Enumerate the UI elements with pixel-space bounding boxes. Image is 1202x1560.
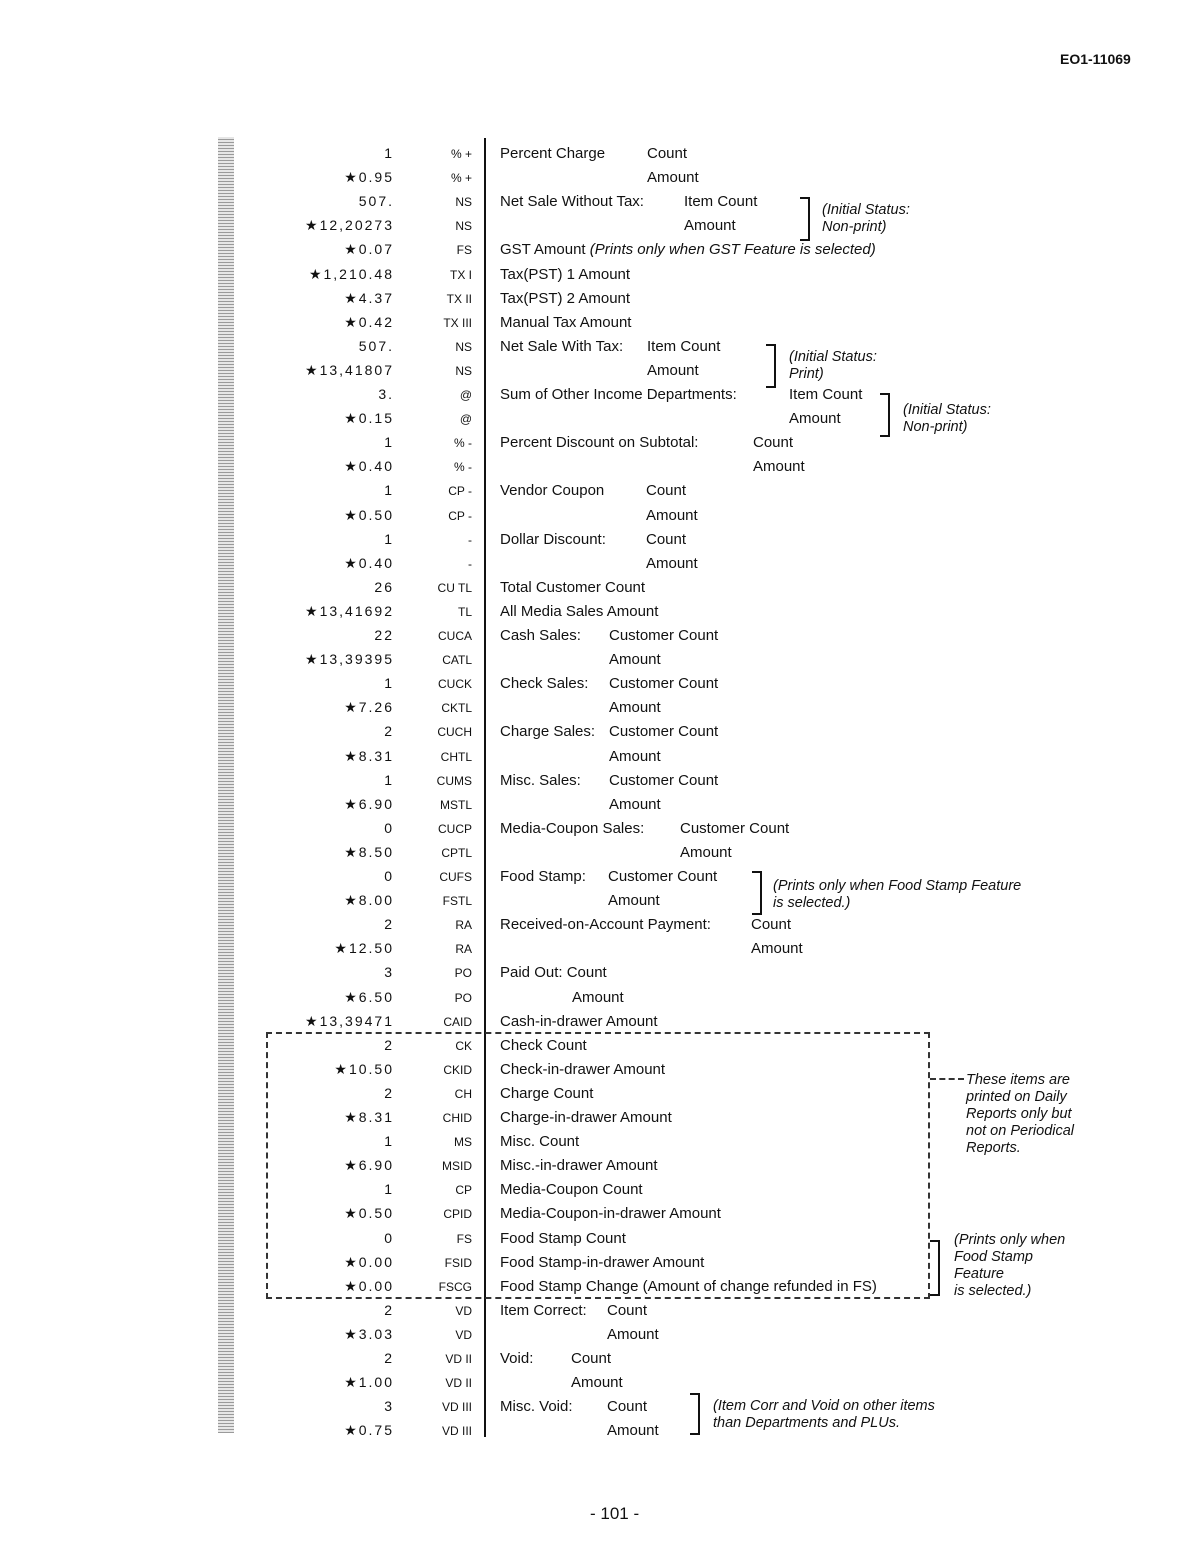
note-line: (Item Corr and Void on other items [713, 1398, 935, 1414]
row-value: 3. [378, 386, 394, 402]
report-row [0, 190, 1202, 214]
row-code: VD [455, 1303, 472, 1318]
row-subfield: Count [751, 916, 792, 934]
report-row [0, 311, 1202, 335]
row-subfield: Item Count [789, 386, 863, 403]
row-code: RA [455, 942, 472, 957]
row-description-text: Net Sale With Tax: [500, 337, 624, 355]
row-value: ★8.00 [344, 892, 394, 909]
row-description [500, 603, 658, 620]
row-value: ★13,41807 [305, 361, 394, 378]
row-description-text: Total Customer Count [500, 578, 646, 596]
note-line: Reports. [966, 1140, 1021, 1156]
report-row [0, 455, 1202, 479]
row-code: CH [454, 1086, 472, 1101]
row-description [500, 1181, 643, 1198]
row-value: 507. [358, 193, 394, 210]
report-row [0, 1202, 1202, 1226]
report-row [0, 166, 1202, 190]
report-row [0, 624, 1202, 648]
row-value: ★6.90 [344, 1157, 394, 1174]
row-description-text: Vendor Coupon [500, 482, 605, 500]
row-description [500, 868, 586, 885]
row-description [500, 1157, 658, 1174]
row-subfield: Amount [647, 361, 699, 379]
report-row [0, 359, 1202, 383]
report-row [0, 431, 1202, 455]
row-code: @ [459, 412, 472, 427]
note-line: (Initial Status: [822, 202, 910, 218]
row-description-text: Check-in-drawer Amount [500, 1060, 666, 1078]
row-value: ★8.31 [344, 1109, 394, 1125]
row-description [500, 1061, 665, 1078]
row-description-text: Manual Tax Amount [500, 313, 632, 331]
row-description-text: Food Stamp Count [500, 1229, 626, 1247]
row-code: RA [455, 918, 472, 933]
row-description-text: All Media Sales Amount [500, 602, 659, 620]
report-row [0, 1347, 1202, 1371]
row-description [500, 531, 606, 548]
row-value: 1 [384, 530, 394, 547]
note-line: printed on Daily [966, 1089, 1067, 1105]
row-value: ★0.42 [344, 313, 394, 330]
report-row [0, 1299, 1202, 1323]
row-code: VD III [441, 1400, 472, 1415]
row-description-text: Percent Charge [500, 145, 606, 162]
row-value: 1 [384, 675, 394, 692]
row-value: 1 [384, 434, 394, 451]
row-value: 2 [384, 916, 394, 933]
row-description-text: Charge Sales: [500, 723, 596, 741]
row-subfield: Customer Count [608, 868, 718, 885]
report-row [0, 1010, 1202, 1034]
note-line: (Initial Status: [903, 402, 991, 418]
note-line: Feature [954, 1266, 1004, 1282]
row-description [500, 314, 631, 331]
row-description-text: Misc. Sales: [500, 771, 581, 789]
row-description [500, 338, 623, 355]
note-line: Food Stamp [954, 1249, 1033, 1265]
row-subfield: Amount [609, 699, 661, 717]
row-value: 3 [384, 964, 394, 981]
report-row [0, 1154, 1202, 1178]
report-row [0, 937, 1202, 961]
row-description [500, 1133, 579, 1150]
bracket-food-stamp-sales [752, 871, 762, 915]
row-subfield: Amount [684, 217, 736, 235]
row-description [500, 434, 698, 451]
row-value: 1 [384, 771, 394, 788]
row-description-text: Misc.-in-drawer Amount [500, 1157, 658, 1175]
row-value: 2 [384, 1084, 394, 1101]
row-description-text: Media-Coupon Count [500, 1181, 643, 1199]
row-subfield: Amount [572, 988, 624, 1006]
row-value: ★7.26 [344, 699, 394, 716]
row-subfield: Amount [607, 1325, 659, 1343]
report-row [0, 696, 1202, 720]
row-code: FSTL [442, 894, 472, 909]
report-row [0, 648, 1202, 672]
row-code: CUCK [437, 677, 472, 692]
row-subfield: Amount [753, 458, 805, 476]
row-code: VD II [445, 1376, 472, 1391]
row-subfield: Amount [646, 554, 698, 572]
row-code: CP - [448, 484, 472, 499]
row-subfield: Amount [789, 410, 841, 428]
row-description [500, 1254, 704, 1271]
row-value: 26 [374, 578, 394, 595]
row-value: 3 [384, 1398, 394, 1415]
bracket-misc-void [690, 1393, 700, 1435]
row-value: 22 [374, 627, 394, 643]
row-description-text: Item Correct: [500, 1301, 587, 1319]
note-line: than Departments and PLUs. [713, 1415, 900, 1431]
row-value: 0 [384, 868, 394, 884]
row-description [500, 1085, 593, 1102]
row-value: ★12,20273 [305, 217, 394, 234]
row-description-text: Cash-in-drawer Amount [500, 1012, 658, 1030]
page-number: - 101 - [590, 1504, 640, 1523]
row-code: CUFS [439, 870, 472, 884]
row-value: ★10.50 [334, 1060, 394, 1077]
row-value: ★0.40 [344, 554, 394, 571]
bracket-net-sale-without-tax [800, 197, 810, 241]
row-subfield: Amount [608, 892, 660, 910]
row-description [500, 1109, 672, 1126]
row-value: ★8.50 [344, 843, 394, 860]
row-description-text: Food Stamp: [500, 868, 586, 885]
row-description-note: (Prints only when GST Feature is selected) [589, 241, 876, 259]
row-code: CATL [442, 653, 472, 668]
row-value: ★1.00 [344, 1374, 394, 1391]
row-subfield: Amount [680, 843, 732, 861]
row-code: TX I [449, 267, 472, 282]
row-value: ★1,210.48 [308, 265, 394, 282]
report-row [0, 1419, 1202, 1443]
report-row [0, 961, 1202, 985]
row-code: FS [456, 1231, 472, 1246]
row-subfield: Amount [609, 795, 661, 813]
note-daily-reports [966, 1072, 1074, 1157]
note-food-stamp-sales [773, 878, 1021, 912]
report-row [0, 1395, 1202, 1419]
row-subfield: Amount [609, 747, 661, 765]
row-code: TX III [443, 315, 472, 330]
row-subfield: Amount [607, 1422, 659, 1440]
row-description [500, 1350, 533, 1367]
row-subfield: Customer Count [609, 771, 719, 789]
row-code: - [468, 556, 472, 571]
report-row [0, 1034, 1202, 1058]
note-line: Reports only but [966, 1106, 1072, 1122]
report-row [0, 576, 1202, 600]
row-description-text: Misc. Void: [500, 1398, 573, 1416]
row-value: 1 [384, 1133, 394, 1150]
report-row [0, 745, 1202, 769]
report-row [0, 383, 1202, 407]
row-subfield: Item Count [647, 337, 721, 355]
report-row [0, 1323, 1202, 1347]
row-value: ★0.50 [344, 506, 394, 523]
row-code: NS [455, 339, 472, 354]
report-row [0, 986, 1202, 1010]
note-other-income [903, 402, 991, 436]
row-value: ★0.00 [344, 1277, 394, 1294]
row-code: % + [450, 147, 472, 161]
row-code: @ [459, 388, 472, 402]
report-row [0, 720, 1202, 744]
report-row [0, 913, 1202, 937]
row-subfield: Amount [646, 506, 698, 524]
row-code: CPTL [441, 845, 472, 860]
row-code: CKTL [441, 701, 472, 716]
row-value: ★4.37 [344, 289, 394, 306]
report-row [0, 528, 1202, 552]
row-value: 1 [384, 1181, 394, 1198]
row-code: NS [455, 363, 472, 378]
bracket-food-stamp-drawer [930, 1240, 940, 1296]
row-description [500, 723, 595, 740]
row-value: ★6.50 [344, 988, 394, 1005]
row-description-text: Media-Coupon-in-drawer Amount [500, 1205, 721, 1223]
row-value: ★8.31 [344, 747, 394, 764]
report-row [0, 865, 1202, 889]
note-line: not on Periodical [966, 1123, 1075, 1139]
row-description-text: Net Sale Without Tax: [500, 193, 644, 211]
report-row [0, 552, 1202, 576]
bracket-other-income [880, 393, 890, 437]
row-value: 2 [384, 1301, 394, 1318]
row-value: 1 [384, 145, 394, 161]
report-row [0, 504, 1202, 528]
row-subfield: Customer Count [609, 627, 719, 644]
row-code: VD [455, 1327, 472, 1342]
row-subfield: Count [647, 145, 688, 162]
row-description [500, 627, 581, 644]
row-value: ★0.15 [344, 410, 394, 427]
row-subfield: Customer Count [609, 723, 719, 741]
note-line: (Initial Status: [789, 349, 877, 365]
row-description [500, 1013, 658, 1030]
report-row [0, 817, 1202, 841]
note-line: (Prints only when [954, 1232, 1066, 1248]
row-subfield: Count [607, 1301, 648, 1319]
row-subfield: Count [646, 482, 687, 500]
row-code: MSID [442, 1159, 472, 1174]
row-code: VD III [441, 1424, 472, 1439]
row-value: ★12.50 [334, 940, 394, 957]
row-value: ★0.50 [344, 1205, 394, 1222]
row-subfield: Count [646, 530, 687, 548]
report-row [0, 889, 1202, 913]
row-value: ★13,39395 [305, 651, 394, 668]
report-row [0, 142, 1202, 166]
report-row [0, 769, 1202, 793]
row-code: % - [454, 436, 472, 451]
row-description [500, 772, 581, 789]
row-code: MSTL [439, 797, 472, 812]
row-description-text: Food Stamp Change (Amount of change refunded in FS) [500, 1277, 877, 1295]
row-code: CUCA [437, 629, 472, 643]
row-code: CKID [443, 1062, 472, 1077]
row-description-text: Food Stamp-in-drawer Amount [500, 1253, 705, 1271]
row-value: ★13,41692 [305, 602, 394, 619]
row-code: FS [456, 243, 472, 258]
report-row [0, 479, 1202, 503]
row-code: PO [454, 966, 472, 981]
note-line: is selected.) [954, 1283, 1032, 1299]
row-value: 2 [384, 1350, 394, 1366]
row-code: CHID [442, 1111, 472, 1125]
row-code: % - [454, 460, 472, 475]
row-code: TL [457, 604, 472, 619]
report-row [0, 335, 1202, 359]
row-subfield: Count [571, 1350, 612, 1367]
row-code: % + [450, 171, 472, 186]
report-row [0, 214, 1202, 238]
row-subfield: Customer Count [609, 675, 719, 693]
row-subfield: Customer Count [680, 819, 790, 837]
row-code: CP [455, 1183, 472, 1198]
row-description-text: Dollar Discount: [500, 530, 606, 548]
note-net-sale-with-tax [789, 349, 877, 383]
report-row [0, 238, 1202, 262]
row-value: 507. [358, 337, 394, 354]
row-description [500, 1230, 626, 1247]
row-description [500, 193, 644, 210]
row-subfield: Amount [647, 169, 699, 187]
row-description [500, 675, 588, 692]
row-description-text: GST Amount [500, 241, 586, 259]
row-value: ★6.90 [344, 795, 394, 812]
row-description-text: Sum of Other Income Departments: [500, 386, 737, 403]
note-net-sale-without-tax [822, 202, 910, 236]
row-description [500, 820, 644, 837]
row-code: FSCG [438, 1279, 472, 1294]
row-description [500, 241, 876, 258]
row-description [500, 964, 607, 981]
row-subfield: Count [753, 434, 794, 452]
row-subfield: Amount [609, 651, 661, 669]
row-code: NS [455, 195, 472, 210]
document-id: EO1-11069 [1060, 51, 1131, 67]
row-description-text: Paid Out: Count [500, 964, 607, 982]
row-description-text: Cash Sales: [500, 627, 581, 644]
row-code: CAID [443, 1014, 472, 1029]
row-description [500, 386, 737, 403]
row-code: CUMS [436, 773, 472, 788]
row-description-text: Check Count [500, 1036, 587, 1054]
row-code: TX II [446, 291, 472, 306]
report-row [0, 600, 1202, 624]
row-description [500, 290, 630, 307]
row-code: CUCP [437, 821, 472, 836]
bracket-net-sale-with-tax [766, 344, 776, 388]
row-value: 2 [384, 1036, 394, 1053]
row-code: CHTL [440, 749, 472, 764]
row-description-text: Tax(PST) 2 Amount [500, 289, 631, 307]
row-value: 2 [384, 723, 394, 740]
row-code: CPID [443, 1207, 472, 1222]
row-subfield: Count [607, 1398, 648, 1416]
row-code: FSID [444, 1255, 472, 1270]
report-row [0, 841, 1202, 865]
row-value: ★3.03 [344, 1325, 394, 1342]
row-description-text: Charge Count [500, 1084, 594, 1102]
note-line: is selected.) [773, 895, 851, 911]
row-description [500, 1205, 721, 1222]
row-value: 0 [384, 1229, 394, 1246]
row-code: VD II [445, 1352, 472, 1366]
row-code: NS [455, 219, 472, 234]
note-leader-dashes [930, 1078, 964, 1080]
row-description [500, 1302, 587, 1319]
row-description [500, 482, 604, 499]
report-row [0, 1371, 1202, 1395]
row-subfield: Amount [571, 1374, 623, 1392]
report-row [0, 407, 1202, 431]
row-subfield: Item Count [684, 193, 758, 211]
report-row [0, 263, 1202, 287]
row-value: ★0.75 [344, 1422, 394, 1439]
row-code: CP - [448, 508, 472, 523]
row-code: CU TL [437, 580, 472, 595]
row-description-text: Percent Discount on Subtotal: [500, 434, 699, 452]
row-code: CUCH [437, 725, 472, 740]
note-line: Non-print) [822, 219, 887, 235]
row-subfield: Amount [751, 940, 803, 958]
row-value: ★0.95 [344, 169, 394, 186]
report-row [0, 1178, 1202, 1202]
row-value: ★13,39471 [305, 1012, 394, 1029]
row-value: ★0.00 [344, 1253, 394, 1270]
row-code: CK [455, 1038, 472, 1053]
row-description [500, 1398, 573, 1415]
report-row [0, 793, 1202, 817]
row-description-text: Media-Coupon Sales: [500, 819, 645, 837]
row-value: ★0.07 [344, 241, 394, 258]
row-description-text: Charge-in-drawer Amount [500, 1109, 672, 1126]
row-description-text: Void: [500, 1350, 534, 1367]
row-description [500, 145, 605, 162]
row-value: ★0.40 [344, 458, 394, 475]
note-misc-void [713, 1398, 935, 1432]
row-code: PO [454, 990, 472, 1005]
note-line: (Prints only when Food Stamp Feature [773, 878, 1022, 894]
note-food-stamp-drawer [954, 1232, 1065, 1300]
row-description [500, 1037, 587, 1054]
row-description-text: Misc. Count [500, 1133, 580, 1151]
row-value: 1 [384, 482, 394, 499]
row-description [500, 266, 630, 283]
row-description-text: Received-on-Account Payment: [500, 916, 711, 934]
note-line: Print) [789, 366, 824, 382]
row-description [500, 1278, 877, 1295]
row-description-text: Check Sales: [500, 675, 589, 693]
note-line: Non-print) [903, 419, 968, 435]
row-code: - [468, 532, 472, 547]
report-row [0, 672, 1202, 696]
row-value: 0 [384, 819, 394, 836]
row-description [500, 579, 645, 596]
row-description-text: Tax(PST) 1 Amount [500, 265, 631, 283]
row-code: MS [454, 1135, 472, 1150]
report-row [0, 287, 1202, 311]
note-line: These items are [966, 1072, 1070, 1088]
row-description [500, 916, 711, 933]
